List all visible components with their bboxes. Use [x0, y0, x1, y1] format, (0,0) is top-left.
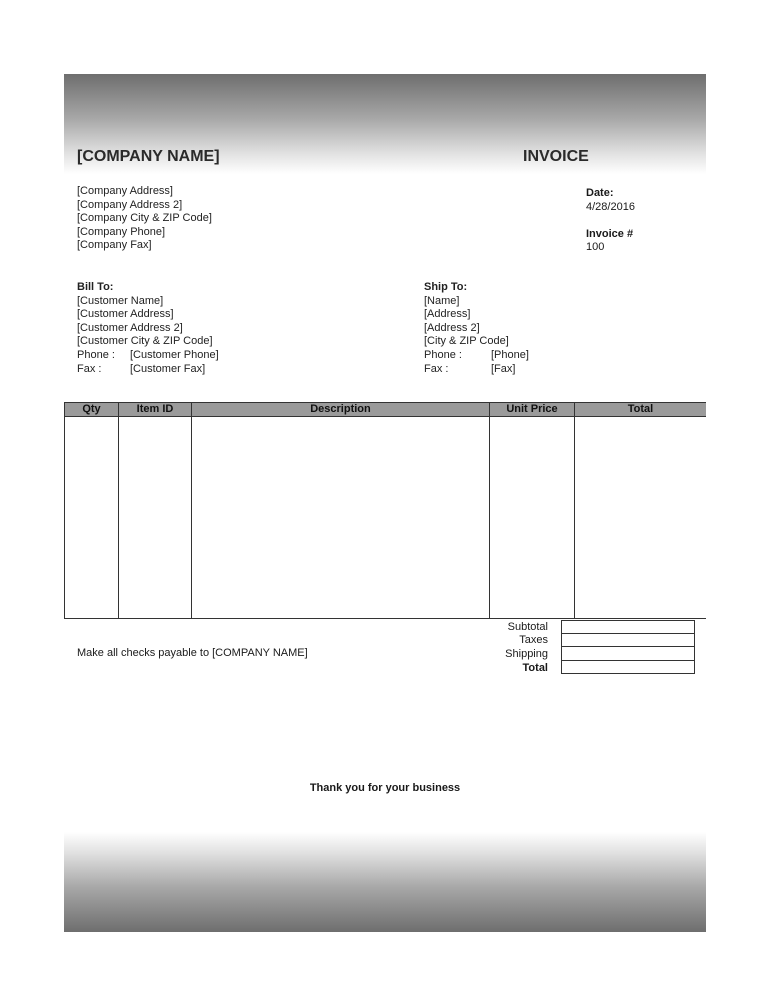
invoice-title: INVOICE — [523, 148, 589, 165]
bill-to-line: [Customer City & ZIP Code] — [77, 335, 213, 348]
taxes-label: Taxes — [519, 634, 548, 647]
shipping-label: Shipping — [505, 647, 548, 660]
ship-to-fax — [424, 363, 529, 377]
bill-to-phone-value: [Customer Phone] — [130, 348, 219, 361]
date-value: 4/28/2016 — [586, 200, 635, 213]
thank-you-note: Thank you for your business — [309, 782, 461, 794]
bill-to-line: [Customer Address] — [77, 308, 174, 321]
bill-to-line: [Customer Name] — [77, 294, 164, 307]
bill-to-fax-value: [Customer Fax] — [130, 362, 206, 375]
bill-to-fax — [77, 363, 219, 377]
total-row — [484, 661, 706, 675]
subtotal-row — [484, 620, 706, 634]
bill-to-phone — [77, 349, 219, 363]
checks-payable-note: Make all checks payable to [COMPANY NAME] — [77, 647, 308, 659]
company-address-line: [Company Phone] — [77, 225, 166, 238]
line-items-table — [64, 402, 706, 619]
column-header-description: Description — [192, 403, 490, 417]
bill-to-line: [Customer Address 2] — [77, 321, 183, 334]
ship-to-phone-value: [Phone] — [491, 348, 529, 361]
table-row — [65, 417, 707, 619]
ship-to-line: [Name] — [424, 294, 460, 307]
ship-to-phone-label: Phone : — [424, 348, 462, 361]
bill-to-block — [77, 281, 219, 376]
bill-to-fax-label: Fax : — [77, 362, 102, 375]
totals-block — [484, 620, 706, 674]
company-address-line: [Company Fax] — [77, 239, 152, 252]
bill-to-label: Bill To: — [77, 281, 114, 293]
ship-to-block — [424, 281, 529, 376]
ship-to-fax-value: [Fax] — [491, 362, 516, 375]
ship-to-fax-label: Fax : — [424, 362, 449, 375]
column-header-qty: Qty — [65, 403, 119, 417]
ship-to-line: [Address] — [424, 308, 471, 321]
description-cell[interactable] — [192, 417, 490, 619]
invoice-number-value: 100 — [586, 241, 605, 254]
shipping-value[interactable] — [561, 647, 695, 661]
shipping-row — [484, 647, 706, 661]
ship-to-line: [City & ZIP Code] — [424, 335, 509, 348]
company-address-block — [77, 185, 212, 253]
column-header-unit-price: Unit Price — [490, 403, 575, 417]
footer-gradient — [64, 832, 706, 932]
column-header-total: Total — [575, 403, 707, 417]
total-cell[interactable] — [575, 417, 707, 619]
date-label: Date: — [586, 187, 614, 199]
company-address-line: [Company City & ZIP Code] — [77, 212, 212, 225]
bill-to-phone-label: Phone : — [77, 348, 115, 361]
invoice-page — [64, 74, 706, 932]
unit-price-cell[interactable] — [490, 417, 575, 619]
ship-to-label: Ship To: — [424, 281, 468, 293]
taxes-row — [484, 634, 706, 648]
subtotal-label: Subtotal — [507, 620, 548, 633]
column-header-item-id: Item ID — [119, 403, 192, 417]
invoice-number-label: Invoice # — [586, 227, 634, 240]
total-label: Total — [522, 661, 548, 674]
company-address-line: [Company Address 2] — [77, 198, 183, 211]
ship-to-line: [Address 2] — [424, 321, 480, 334]
ship-to-phone — [424, 349, 529, 363]
company-address-line: [Company Address] — [77, 185, 173, 197]
invoice-meta — [586, 187, 635, 255]
subtotal-value[interactable] — [561, 620, 695, 635]
company-name: [COMPANY NAME] — [77, 148, 220, 165]
total-value[interactable] — [561, 661, 695, 675]
item-id-cell[interactable] — [119, 417, 192, 619]
qty-cell[interactable] — [65, 417, 119, 619]
table-header-row — [65, 403, 707, 417]
taxes-value[interactable] — [561, 634, 695, 648]
